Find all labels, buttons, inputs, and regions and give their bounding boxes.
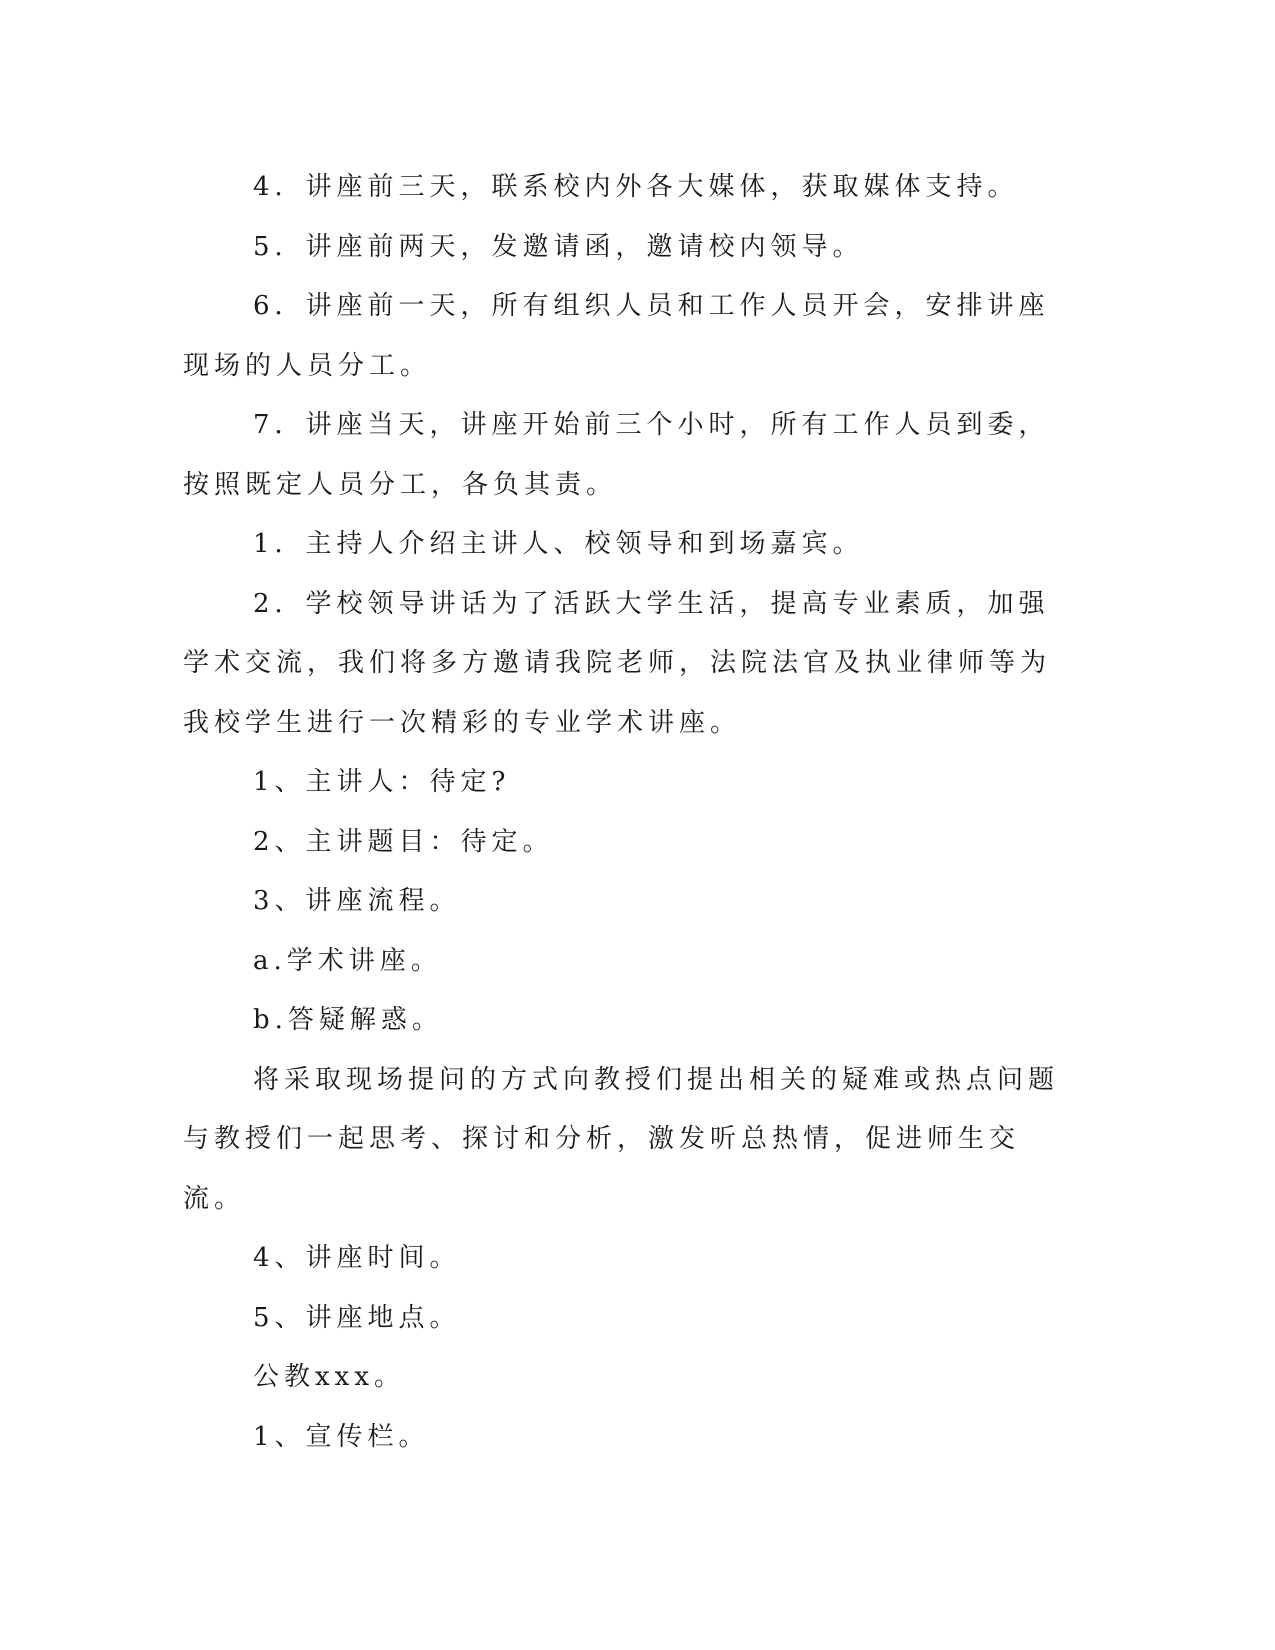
paragraph-process: 3、讲座流程。	[253, 886, 461, 916]
paragraph-time: 4、讲座时间。	[253, 1243, 461, 1273]
paragraph-qa-description: 将采取现场提问的方式向教授们提出相关的疑难或热点问题与教授们一起思考、探讨和分析，激发听总热情，促进师生交流。	[183, 1064, 1060, 1214]
paragraph-host-intro: 1．主持人介绍主讲人、校领导和到场嘉宾。	[253, 529, 864, 559]
paragraph-speaker: 1、主讲人：待定?	[253, 767, 511, 797]
paragraph-item-7: 7．讲座当天，讲座开始前三个小时，所有工作人员到委，按照既定人员分工，各负其责。	[183, 410, 1050, 500]
paragraph-leader-speech: 2．学校领导讲话为了活跃大学生活，提高专业素质，加强学术交流，我们将多方邀请我院老师，法院法官及执业律师等为我校学生进行一次精彩的专业学术讲座。	[183, 588, 1052, 738]
paragraph-process-b: b.答疑解惑。	[253, 1005, 443, 1035]
paragraph-item-6: 6．讲座前一天，所有组织人员和工作人员开会，安排讲座现场的人员分工。	[183, 291, 1050, 381]
paragraph-topic: 2、主讲题目：待定。	[253, 826, 554, 857]
paragraph-process-a: a.学术讲座。	[253, 945, 442, 976]
paragraph-item-5: 5．讲座前两天，发邀请函，邀请校内领导。	[253, 231, 864, 262]
paragraph-location: 5、讲座地点。	[253, 1302, 461, 1333]
paragraph-item-4: 4．讲座前三天，联系校内外各大媒体，获取媒体支持。	[253, 172, 1019, 202]
paragraph-room: 公教xxx。	[253, 1362, 405, 1392]
paragraph-bulletin: 1、宣传栏。	[253, 1421, 430, 1452]
document-body	[183, 158, 1063, 1467]
